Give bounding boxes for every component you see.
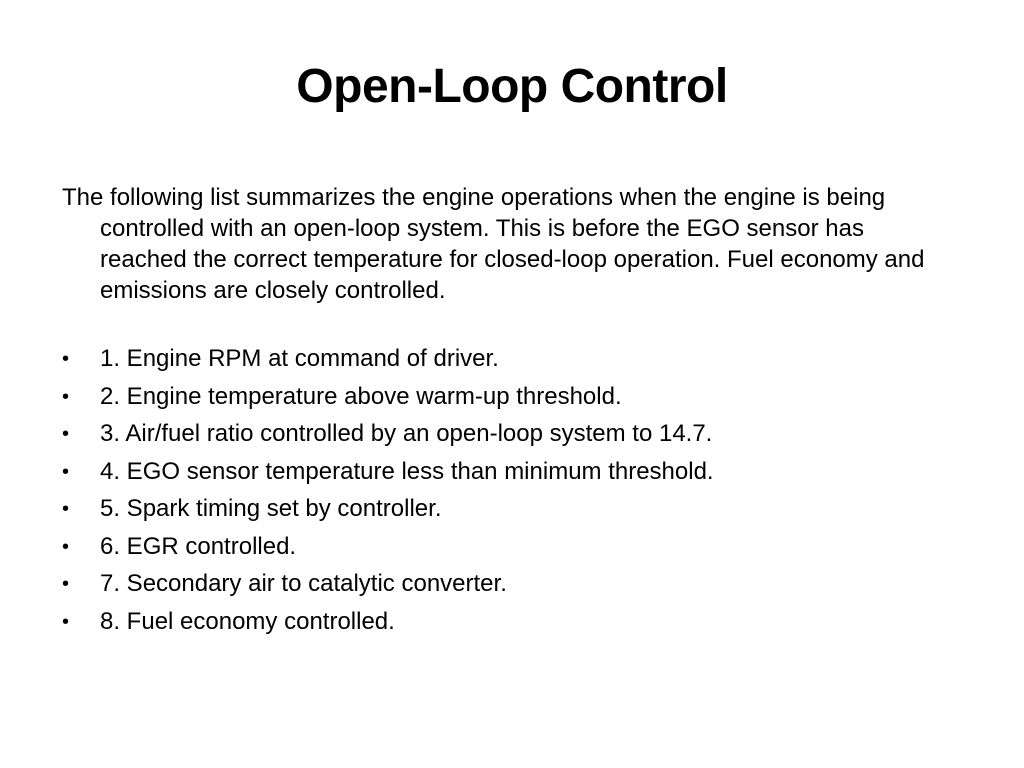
- list-item: [62, 569, 952, 599]
- bullet-icon: •: [62, 385, 70, 408]
- list-item: [62, 494, 952, 524]
- list-item-text: 7. Secondary air to catalytic converter.: [100, 570, 507, 597]
- bullet-icon: •: [62, 460, 70, 483]
- bullet-icon: •: [62, 535, 70, 558]
- list-item-text: 3. Air/fuel ratio controlled by an open-loop system to 14.7.: [100, 420, 713, 447]
- bullet-icon: •: [62, 610, 70, 633]
- bullet-icon: •: [62, 348, 70, 370]
- list-item: [62, 344, 952, 374]
- list-item-text: 5. Spark timing set by controller.: [100, 495, 442, 522]
- list-item-text: 8. Fuel economy controlled.: [100, 607, 395, 635]
- bullet-icon: •: [62, 498, 70, 520]
- bullet-icon: •: [62, 573, 70, 595]
- slide-title: Open-Loop Control: [296, 60, 728, 113]
- list-item-text: 6. EGR controlled.: [100, 532, 297, 560]
- list-item: [62, 532, 952, 562]
- list-item: [62, 419, 952, 449]
- operations-list: [62, 344, 952, 637]
- bullet-icon: •: [62, 423, 70, 445]
- list-item: [62, 457, 952, 487]
- list-item-text: 1. Engine RPM at command of driver.: [100, 345, 499, 372]
- list-item-text: 4. EGO sensor temperature less than minimum threshold.: [100, 457, 714, 485]
- intro-paragraph: The following list summarizes the engine operations when the engine is being controlled with an open-loop system. This is before the EGO sensor has reached the correct temperature for closed-loop operation. Fuel economy and emissions are closely controlled.: [62, 184, 925, 304]
- list-item: [62, 607, 952, 637]
- list-item: [62, 382, 952, 412]
- list-item-text: 2. Engine temperature above warm-up threshold.: [100, 382, 622, 410]
